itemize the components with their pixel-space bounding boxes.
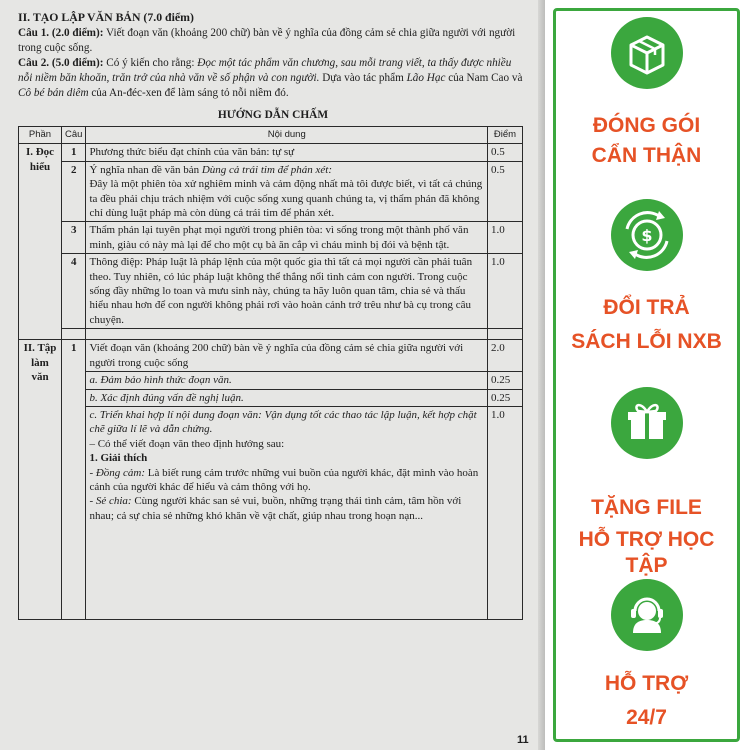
- c-dc-label: - Đồng cảm:: [89, 466, 146, 479]
- row-content: Viết đoạn văn (khoảng 200 chữ) bàn về ý nghĩa của đồng cảm sẻ chia giữa người với người trong cuộc sống: [86, 340, 488, 372]
- q2-text-4: của An-đéc-xen để làm sáng tỏ nỗi niềm đó.: [88, 87, 289, 99]
- feature-line2: 24/7: [626, 706, 667, 729]
- section-title: II. TẠO LẬP VĂN BẢN (7.0 điểm): [18, 10, 194, 24]
- feature-line1: HỖ TRỢ: [604, 672, 689, 695]
- c-line2: – Có thể viết đoạn văn theo định hướng sau:: [89, 437, 285, 450]
- r2-body: Đây là một phiên tòa xử nghiêm minh và cảm động nhất mà tôi được biết, vì tất cả chúng ta đều phải chịu trách nhiệm với cuộc sống xung quanh chúng ta, vị thẩm phán đã không chỉ dùng luật pháp mà còn dùng cả trái tim để phán xét.: [89, 178, 483, 220]
- q2-text-3: của Nam Cao và: [445, 72, 523, 84]
- header-question: Câu: [62, 127, 86, 144]
- empty-cell: [86, 329, 488, 340]
- table-header-row: [19, 127, 523, 144]
- row-content: a. Đảm bảo hình thức đoạn văn.: [86, 372, 488, 389]
- table-row: [19, 406, 523, 619]
- question-1: [18, 26, 528, 56]
- part-1-label: I. Đọc hiểu: [19, 144, 62, 340]
- feature-line2: HỖ TRỢ HỌC TẬP: [578, 528, 715, 577]
- header-content: Nội dung: [86, 127, 488, 144]
- feature-line1: TẶNG FILE: [591, 496, 702, 519]
- feature-gift: [556, 387, 737, 577]
- c-heading: 1. Giải thích: [89, 452, 148, 465]
- box-icon: [611, 17, 683, 89]
- row-score: 0.5: [488, 144, 523, 161]
- row-score: 0.5: [488, 161, 523, 222]
- row-score: 2.0: [488, 340, 523, 372]
- q2-label: Câu 2. (5.0 điểm):: [18, 57, 104, 69]
- row-content: b. Xác định đúng vấn đề nghị luận.: [86, 389, 488, 406]
- row-num: 4: [62, 254, 86, 329]
- row-num: 3: [62, 222, 86, 254]
- gift-icon: [611, 387, 683, 459]
- row-content: Thẩm phán lại tuyên phạt mọi người trong phiên tòa: vì sống trong một thành phố văn minh, giàu có này mà lại để cho một cụ bà ăn cắp vì cháu mình bị đói và bệnh tật.: [86, 222, 488, 254]
- table-row: [19, 222, 523, 254]
- row-score: 1.0: [488, 254, 523, 329]
- feature-line1: ĐỔI TRẢ: [603, 296, 690, 319]
- row-score: 1.0: [488, 406, 523, 619]
- row-content: [86, 406, 488, 619]
- table-row: [19, 372, 523, 389]
- row-content: Phương thức biểu đạt chính của văn bản: tự sự: [86, 144, 488, 161]
- q1-label: Câu 1. (2.0 điểm):: [18, 27, 104, 39]
- feature-line1: ĐÓNG GÓI: [592, 114, 701, 137]
- promo-panel: [553, 8, 740, 742]
- feature-line2: SÁCH LỖI NXB: [571, 330, 722, 353]
- table-row: [19, 254, 523, 329]
- q2-text-2: Dựa vào tác phẩm: [319, 72, 407, 84]
- page-number: 11: [517, 734, 529, 746]
- row-num: 2: [62, 161, 86, 222]
- q2-quote: Đọc một tác phẩm văn chương, sau mỗi trang viết, ta thấy được nhiều nỗi niềm băn khoăn, trăn trở của nhà văn về số phận và con người.: [18, 57, 512, 84]
- row-score: 1.0: [488, 222, 523, 254]
- empty-cell: [488, 329, 523, 340]
- header-part: Phần: [19, 127, 62, 144]
- page-content: [18, 10, 528, 620]
- headset-icon: [611, 579, 683, 651]
- c-sc-text: Cùng người khác san sẻ vui, buồn, những trạng thái tình cảm, tâm hồn với nhau; cả sự chia sẻ những khó khăn về vật chất, giúp nhau trong hoạn nạn...: [89, 495, 462, 522]
- book-fold: [538, 0, 545, 750]
- question-2: [18, 56, 528, 101]
- row-score: 0.25: [488, 389, 523, 406]
- r2-title: Dùng cả trái tim để phán xét:: [201, 163, 333, 176]
- table-row: [19, 144, 523, 161]
- c-text: c. Triển khai hợp lí nội dung đoạn văn: Vận dụng tốt các thao tác lập luận, kết hợp chặt chẽ giữa lí lẽ và dẫn chứng.: [89, 408, 477, 436]
- header-score: Điểm: [488, 127, 523, 144]
- row-content: [86, 161, 488, 222]
- c-dc-text: Là biết rung cảm trước những vui buồn của người khác, đặt mình vào hoàn cảnh của người khác để hiểu và cảm thông với họ.: [89, 466, 479, 493]
- q2-text-1: Có ý kiến cho rằng:: [103, 57, 198, 69]
- row-score: 0.25: [488, 372, 523, 389]
- feature-return: [556, 199, 737, 379]
- q2-work1: Lão Hạc: [406, 72, 446, 84]
- c-sc-label: - Sẻ chia:: [89, 495, 132, 508]
- money-exchange-icon: [611, 199, 683, 271]
- row-num: 1: [62, 340, 86, 620]
- table-row: [19, 340, 523, 372]
- feature-support: [556, 579, 737, 739]
- row-num: 1: [62, 144, 86, 161]
- table-row: [19, 161, 523, 222]
- row-content: Thông điệp: Pháp luật là pháp lệnh của một quốc gia thì tất cả mọi người cần phải tuân theo. Tuy nhiên, có lúc pháp luật không thể thắng nổi tình cảm con người. Trong cuộc sống đầy những lo toan và mưu sinh này, chúng ta hãy luôn quan tâm, chia sẻ và thấu hiểu nhau hơn để con người không phải rơi vào hoàn cảnh trớ trêu như bà cụ trong câu chuyện.: [86, 254, 488, 329]
- q1-text: Viết đoạn văn (khoảng 200 chữ) bàn về ý nghĩa của đồng cảm sẻ chia giữa người với người trong cuộc sống.: [18, 27, 516, 54]
- empty-cell: [62, 329, 86, 340]
- feature-line2: CẨN THẬN: [591, 144, 702, 167]
- guide-title: HƯỚNG DẪN CHẤM: [217, 109, 329, 121]
- feature-packaging: [556, 17, 737, 197]
- svg-text:$: $: [640, 226, 653, 245]
- q2-work2: Cô bé bán diêm: [18, 87, 89, 99]
- table-row: [19, 389, 523, 406]
- r2-intro: Ý nghĩa nhan đề văn bản: [89, 163, 202, 176]
- part-2-label: II. Tập làm văn: [19, 340, 62, 620]
- grading-table: [18, 126, 523, 620]
- table-row-empty: [19, 329, 523, 340]
